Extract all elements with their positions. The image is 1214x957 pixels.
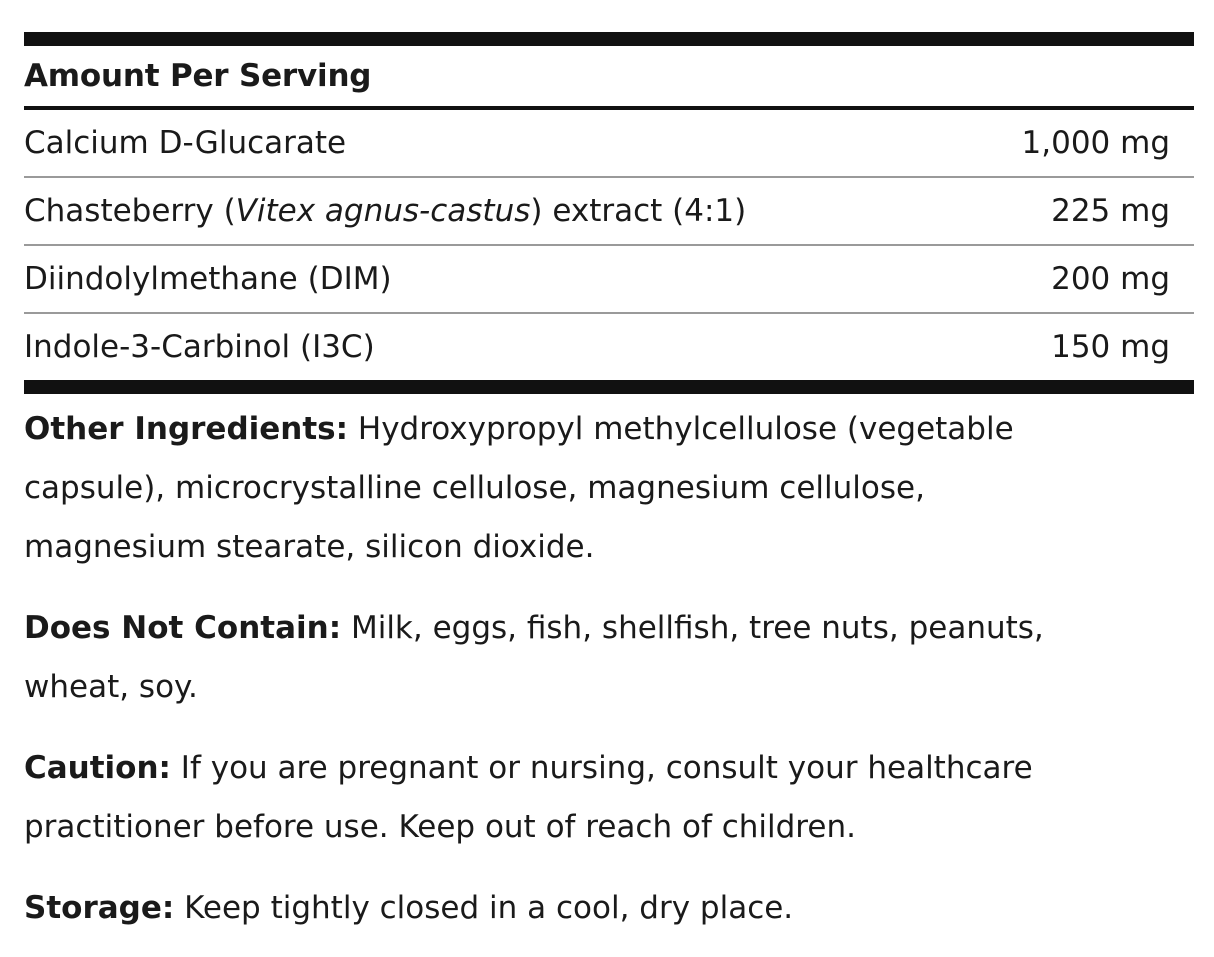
ingredient-name: Diindolylmethane (DIM) <box>24 261 392 297</box>
ingredient-amount: 1,000 mg <box>1021 125 1170 161</box>
ingredient-name: Chasteberry (Vitex agnus-castus) extract (4:1) <box>24 193 747 229</box>
section-text: Milk, eggs, fish, shellfish, tree nuts, peanuts, wheat, soy. <box>24 610 1044 705</box>
supplement-facts-panel <box>24 32 1194 938</box>
ingredient-row <box>24 178 1194 244</box>
section-label: Does Not Contain: <box>24 610 342 646</box>
section-label: Other Ingredients: <box>24 411 349 447</box>
section-label: Caution: <box>24 750 171 786</box>
ingredient-amount: 150 mg <box>1051 329 1170 365</box>
does-not-contain-section <box>24 599 1064 717</box>
bottom-thick-rule <box>24 380 1194 394</box>
caution-section <box>24 739 1064 857</box>
section-label: Storage: <box>24 890 175 926</box>
ingredient-amount: 200 mg <box>1051 261 1170 297</box>
section-text: Keep tightly closed in a cool, dry place. <box>174 890 794 926</box>
top-thick-rule <box>24 32 1194 46</box>
section-text: Hydroxypropyl methylcellulose (vegetable capsule), microcrystalline cellulose, magnesium cellulose, magnesium stearate, silicon dioxide. <box>24 411 1014 565</box>
amount-per-serving-heading: Amount Per Serving <box>24 58 372 94</box>
section-text: If you are pregnant or nursing, consult your healthcare practitioner before use. Keep out of reach of children. <box>24 750 1033 845</box>
ingredient-name: Calcium D-Glucarate <box>24 125 347 161</box>
ingredient-row <box>24 110 1194 176</box>
ingredient-name: Indole-3-Carbinol (I3C) <box>24 329 375 365</box>
ingredient-amount: 225 mg <box>1051 193 1170 229</box>
storage-section <box>24 879 1064 938</box>
ingredient-row <box>24 314 1194 380</box>
ingredient-row <box>24 246 1194 312</box>
other-ingredients-section <box>24 400 1064 577</box>
